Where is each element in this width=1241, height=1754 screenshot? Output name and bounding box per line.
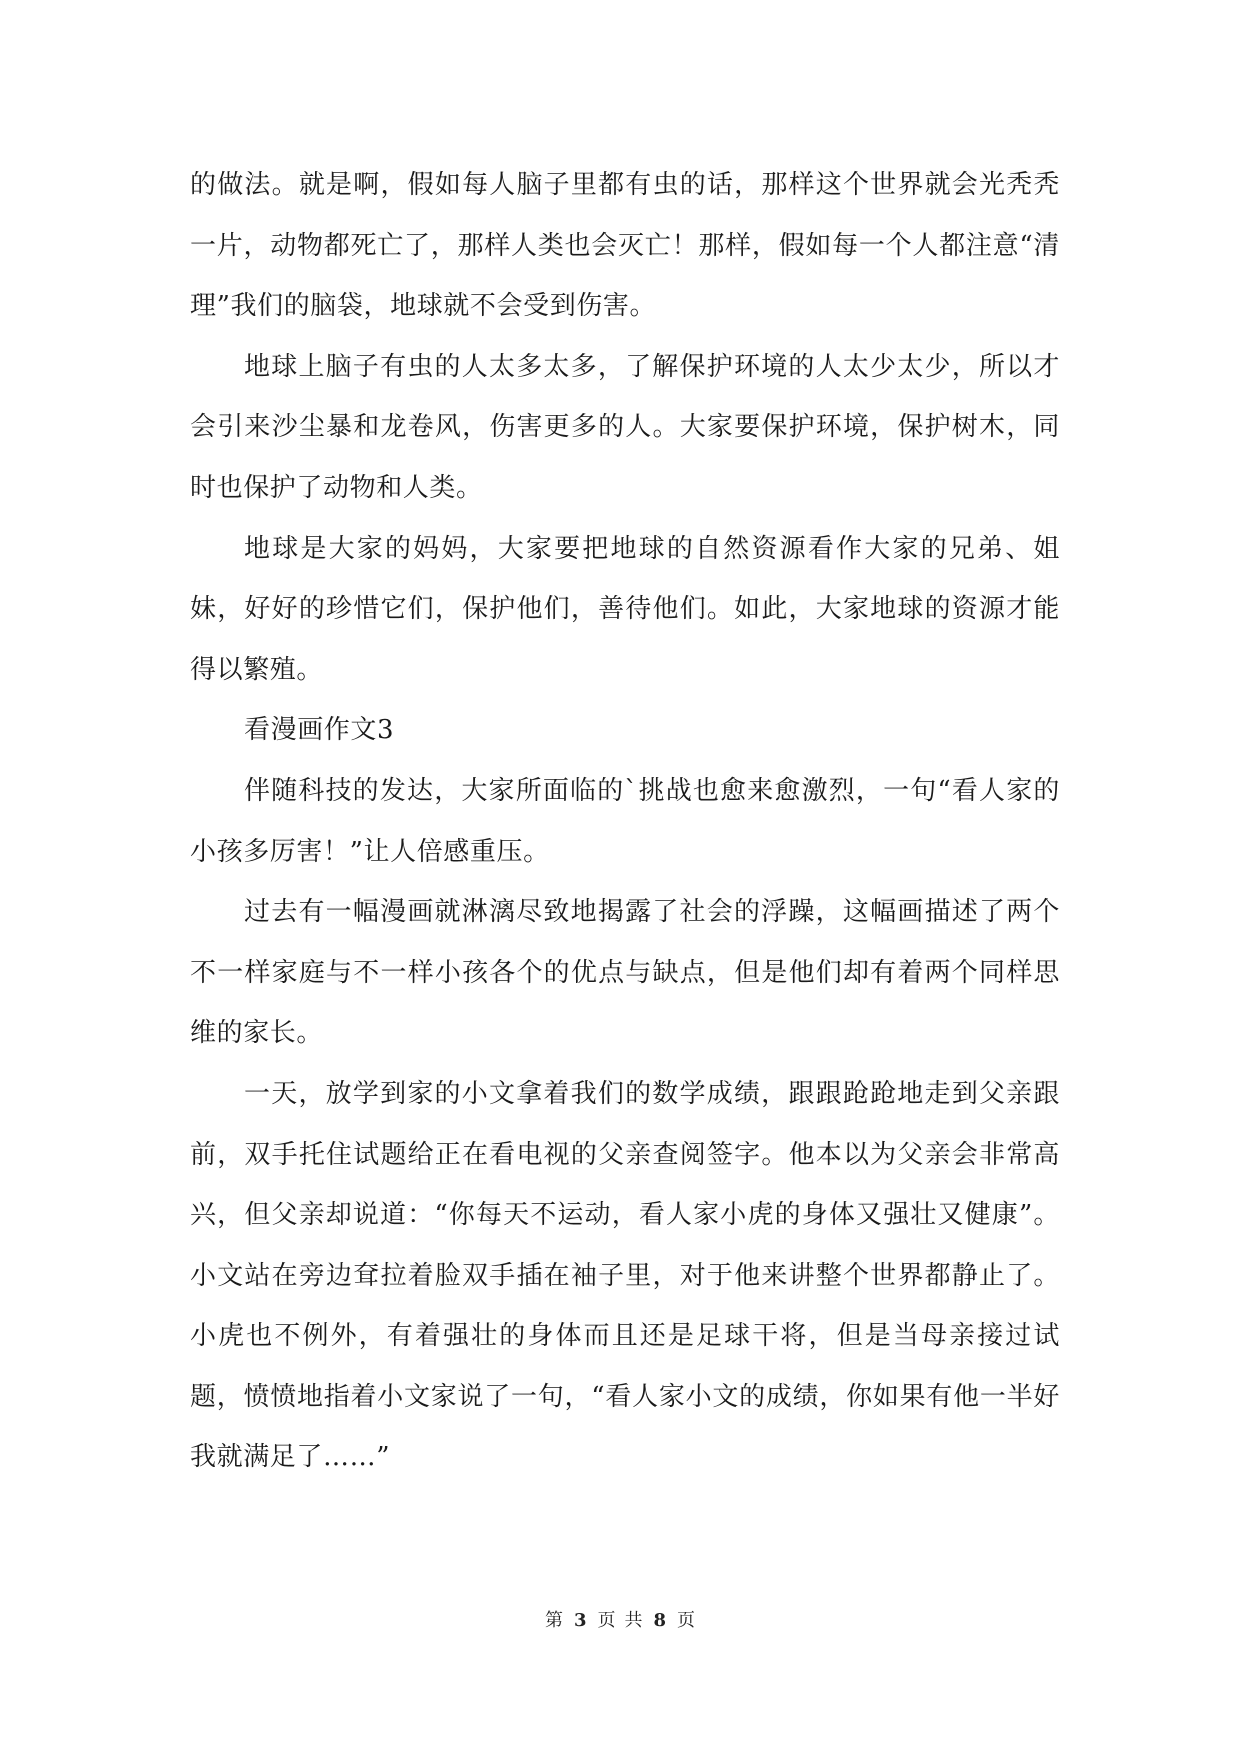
paragraph-2: 地球上脑子有虫的人太多太多，了解保护环境的人太少太少，所以才会引来沙尘暴和龙卷风，伤害更多的人。大家要保护环境，保护树木，同时也保护了动物和人类。 [190, 351, 1060, 503]
footer-suffix: 页 [677, 1610, 697, 1631]
paragraph-7: 一天，放学到家的小文拿着我们的数学成绩，跟跟跄跄地走到父亲跟前，双手托住试题给正在看电视的父亲查阅签字。他本以为父亲会非常高兴，但父亲却说道：“你每天不运动，看人家小虎的身体又强壮又健康”。小文站在旁边耷拉着脸双手插在袖子里，对于他来讲整个世界都静止了。小虎也不例外，有着强壮的身体而且还是足球干将，但是当母亲接过试题，愤愤地指着小文家说了一句，“看人家小文的成绩，你如果有他一半好我就满足了……” [190, 1078, 1060, 1473]
footer-page-word: 页 [597, 1610, 617, 1631]
section-heading: 看漫画作文3 [244, 715, 395, 746]
footer-total-word: 共 [624, 1610, 644, 1631]
paragraph-6: 过去有一幅漫画就淋漓尽致地揭露了社会的浮躁，这幅画描述了两个不一样家庭与不一样小孩各个的优点与缺点，但是他们却有着两个同样思维的家长。 [190, 897, 1060, 1049]
footer-current-page: 3 [573, 1610, 588, 1631]
paragraph-1: 的做法。就是啊，假如每人脑子里都有虫的话，那样这个世界就会光秃秃一片，动物都死亡了，那样人类也会灭亡！那样，假如每一个人都注意“清理”我们的脑袋，地球就不会受到伤害。 [190, 170, 1060, 322]
footer-prefix: 第 [544, 1610, 564, 1631]
document-body [190, 155, 1060, 1488]
paragraph-3: 地球是大家的妈妈，大家要把地球的自然资源看作大家的兄弟、姐妹，好好的珍惜它们，保护他们，善待他们。如此，大家地球的资源才能得以繁殖。 [190, 533, 1060, 685]
page-footer [0, 1606, 1241, 1632]
paragraph-5: 伴随科技的发达，大家所面临的`挑战也愈来愈激烈，一句“看人家的小孩多厉害！”让人倍感重压。 [190, 775, 1060, 867]
footer-total-pages: 8 [653, 1610, 668, 1631]
